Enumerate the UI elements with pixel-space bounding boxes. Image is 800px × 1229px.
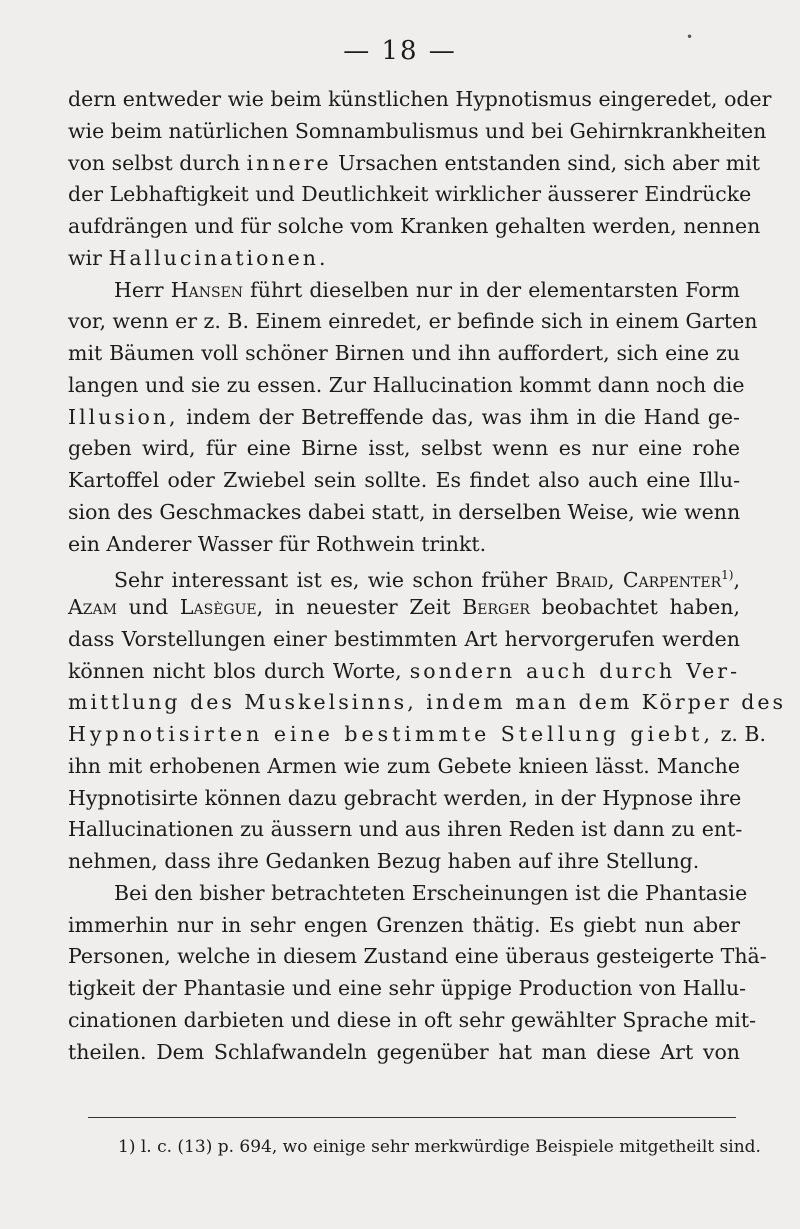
- text-line: können nicht blos durch Worte, sondern auch durch Ver-: [68, 658, 740, 683]
- text-line: wie beim natürlichen Somnambulismus und bei Gehirnkrankheiten: [68, 118, 767, 143]
- text-line: Kartoffel oder Zwiebel sein sollte. Es findet also auch eine Illu-: [68, 468, 740, 492]
- text-line: Hypnotisirte können dazu gebracht werden, in der Hypnose ihre: [68, 785, 742, 810]
- text-line: tigkeit der Phantasie und eine sehr üppige Production von Hallu-: [68, 976, 747, 1000]
- author-name: Carpenter: [622, 568, 722, 593]
- emphasis: Illusion,: [68, 404, 179, 429]
- text-line: Hallucinationen zu äussern und aus ihren Reden ist dann zu ent-: [68, 817, 743, 842]
- text-line: vor, wenn er z. B. Einem einredet, er befinde sich in einem Garten: [68, 309, 758, 334]
- emphasis: innere: [246, 150, 332, 175]
- text-line: theilen. Dem Schlafwandeln gegenüber hat man diese Art von: [68, 1039, 740, 1064]
- text-line: immerhin nur in sehr engen Grenzen thätig. Es giebt nun aber: [68, 912, 740, 937]
- text-line: aufdrängen und für solche vom Kranken gehalten werden, nennen: [68, 214, 761, 238]
- text-line: mit Bäumen voll schöner Birnen und ihn auffordert, sich eine zu: [68, 341, 740, 365]
- text-line: dass Vorstellungen einer bestimmten Art hervorgerufen werden: [68, 626, 740, 651]
- text-line: cinationen darbieten und diese in oft sehr gewählter Sprache mit-: [68, 1007, 757, 1032]
- author-name: Lasègue: [179, 595, 257, 619]
- text-line: geben wird, für eine Birne isst, selbst wenn es nur eine rohe: [68, 436, 740, 461]
- text-line: mittlung des Muskelsinns, indem man dem Körper des: [68, 690, 787, 715]
- text-line: ihn mit erhobenen Armen wie zum Gebete knieen lässt. Manche: [68, 753, 740, 778]
- text-line: Hypnotisirten eine bestimmte Stellung giebt, z. B.: [68, 722, 766, 746]
- text-line: langen und sie zu essen. Zur Hallucination kommt dann noch die: [68, 372, 745, 397]
- text-line: Herr Hansen führt dieselben nur in der elementarsten Form: [114, 277, 740, 302]
- text-line: Azam und Lasègue, in neuester Zeit Berger beobachtet haben,: [68, 595, 740, 619]
- author-name: Braid: [555, 568, 608, 593]
- text-line: Illusion, indem der Betreffende das, was ihm in die Hand ge-: [68, 404, 740, 429]
- text-line: dern entweder wie beim künstlichen Hypnotismus eingeredet, oder: [68, 87, 772, 111]
- text-line: Sehr interessant ist es, wie schon früher Braid, Carpenter$^{1)}$,: [114, 568, 740, 593]
- text-line: wir Hallucinationen.: [68, 245, 329, 270]
- footnote: 1) l. c. (13) p. 694, wo einige sehr merkwürdige Beispiele mitgetheilt sind.: [118, 1137, 761, 1157]
- text-line: von selbst durch innere Ursachen entstanden sind, sich aber mit: [68, 150, 760, 175]
- author-name: Berger: [462, 595, 530, 619]
- body-text: [68, 84, 787, 1068]
- text-line: sion des Geschmackes dabei statt, in derselben Weise, wie wenn: [68, 499, 741, 524]
- text-line: Personen, welche in diesem Zustand eine überaus gesteigerte Thä-: [68, 944, 767, 969]
- text-line: nehmen, dass ihre Gedanken Bezug haben auf ihre Stellung.: [68, 849, 700, 873]
- text-line: der Lebhaftigkeit und Deutlichkeit wirklicher äusserer Eindrücke: [68, 182, 752, 207]
- page-number: — 18 —: [343, 36, 457, 66]
- author-name: Hansen: [170, 277, 244, 302]
- emphasis: Hallucinationen.: [108, 245, 329, 270]
- emphasis: sondern auch durch Ver-: [409, 658, 740, 683]
- footnote-divider: [88, 1117, 736, 1118]
- author-name: Azam: [68, 595, 117, 619]
- text-line: Bei den bisher betrachteten Erscheinungen ist die Phantasie: [114, 880, 748, 905]
- ink-speck: •: [686, 30, 694, 44]
- text-line: ein Anderer Wasser für Rothwein trinkt.: [68, 531, 487, 556]
- footnote-ref: 1): [721, 568, 734, 583]
